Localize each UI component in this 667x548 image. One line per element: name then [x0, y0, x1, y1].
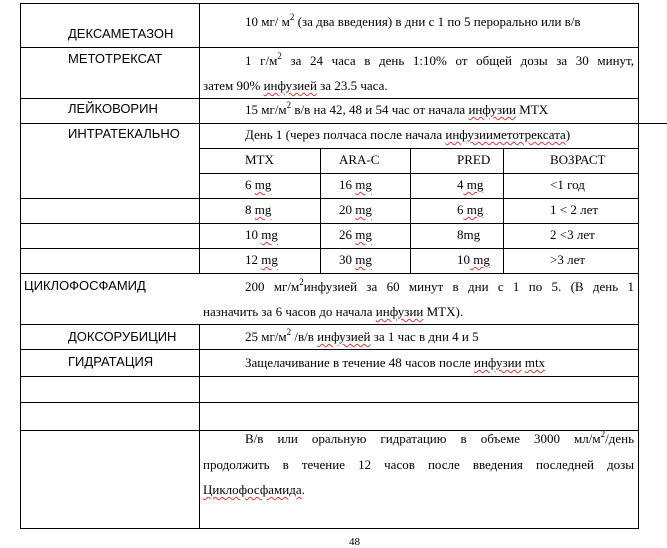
dose-header-arac: ARA-C: [339, 152, 380, 167]
dose-age-cell: 2 <3 лет: [550, 227, 595, 242]
row-divider: [20, 349, 639, 350]
drug-label-doxorubicin: ДОКСОРУБИЦИН: [68, 329, 177, 344]
dose-pred-cell: 8mg: [457, 227, 481, 242]
dose-arac-cell: 30 mg: [339, 252, 372, 267]
dose-header-pred: PRED: [457, 152, 491, 167]
dose-mtx-cell: 8 mg: [245, 202, 272, 217]
table-border-bottom: [20, 528, 639, 529]
dose-arac-cell: 26 mg: [339, 227, 372, 242]
row-divider: [20, 402, 639, 403]
row-divider: [20, 123, 667, 124]
column-divider: [199, 3, 200, 273]
dexamethasone-dose: 10 мг/ $м^2$ (за два введения) в дни с 1 по 5 перорально или в/в: [245, 11, 581, 29]
drug-label-hydration: ГИДРАТАЦИЯ: [68, 354, 154, 369]
hydration-continuation-line2: продолжить в течение 12 часов после введения последней дозы: [203, 457, 634, 472]
dose-age-cell: <1 год: [550, 177, 585, 192]
drug-label-leucovorin: ЛЕЙКОВОРИН: [68, 101, 158, 116]
table-border-top: [20, 3, 639, 4]
dose-column-divider: [320, 148, 321, 273]
methotrexate-dose-line1: 1 $г/м^2$ за 24 часа в день 1:10% от общей дозы за 30 минут,: [245, 50, 635, 68]
hydration-continuation-line1: В/в или оральную гидратацию в объеме 3000 $мл/м^2$/день: [245, 428, 634, 446]
dose-column-divider: [410, 148, 411, 273]
dose-arac-cell: 20 mg: [339, 202, 372, 217]
doxorubicin-dose: 25 $мг/м^2$ /в/в инфузией за 1 час в дни 4 и 5: [245, 326, 479, 344]
row-divider: [20, 198, 639, 199]
row-divider: [20, 273, 639, 274]
dose-column-divider: [503, 148, 504, 273]
dose-arac-cell: 16 mg: [339, 177, 372, 192]
row-divider: [20, 248, 639, 249]
row-divider: [199, 173, 639, 174]
dose-header-age: ВОЗРАСТ: [550, 152, 606, 167]
row-divider: [20, 223, 639, 224]
cyclophosphamide-dose-line2: назначить за 6 часов до начала инфузии МТХ).: [203, 304, 464, 319]
dose-pred-cell: 6 mg: [457, 202, 484, 217]
drug-label-dexamethasone: ДЕКСАМЕТАЗОН: [68, 26, 174, 41]
row-divider: [20, 324, 639, 325]
dose-mtx-cell: 12 mg: [245, 252, 278, 267]
table-border-left: [20, 3, 21, 529]
row-divider: [199, 148, 639, 149]
intrathecal-note: День 1 (через полчаса после начала инфузииметотрексата): [245, 127, 571, 142]
dose-pred-cell: 10 mg: [457, 252, 490, 267]
drug-label-intrathecal: ИНТРАТЕКАЛЬНО: [68, 126, 180, 141]
dose-age-cell: >3 лет: [550, 252, 586, 267]
dose-mtx-cell: 10 mg: [245, 227, 278, 242]
drug-label-methotrexate: МЕТОТРЕКСАТ: [68, 51, 163, 66]
dose-header-mtx: МТХ: [245, 152, 274, 167]
page-number: 48: [349, 536, 360, 548]
dose-age-cell: 1 < 2 лет: [550, 202, 599, 217]
hydration-continuation-line3: Циклофосфамида.: [203, 482, 305, 497]
row-divider: [20, 376, 639, 377]
dose-pred-cell: 4 mg: [457, 177, 484, 192]
drug-label-cyclophosphamide: ЦИКЛОФОСФАМИД: [24, 278, 146, 293]
methotrexate-dose-line2: затем 90% инфузией за 23.5 часа.: [203, 78, 388, 93]
row-divider: [20, 98, 639, 99]
cyclophosphamide-dose-line1: 200 $мг/м^2инфузией$ за 60 минут в дни с 1 по 5. (В день 1: [245, 276, 634, 294]
column-divider: [199, 324, 200, 529]
table-border-right: [638, 3, 639, 529]
row-divider: [20, 47, 639, 48]
leucovorin-dose: 15 $мг/м^2$ в/в на 42, 48 и 54 час от начала инфузии МТХ: [245, 99, 549, 117]
hydration-note: Защелачивание в течение 48 часов после инфузии mtx: [245, 355, 546, 370]
dose-mtx-cell: 6 mg: [245, 177, 272, 192]
